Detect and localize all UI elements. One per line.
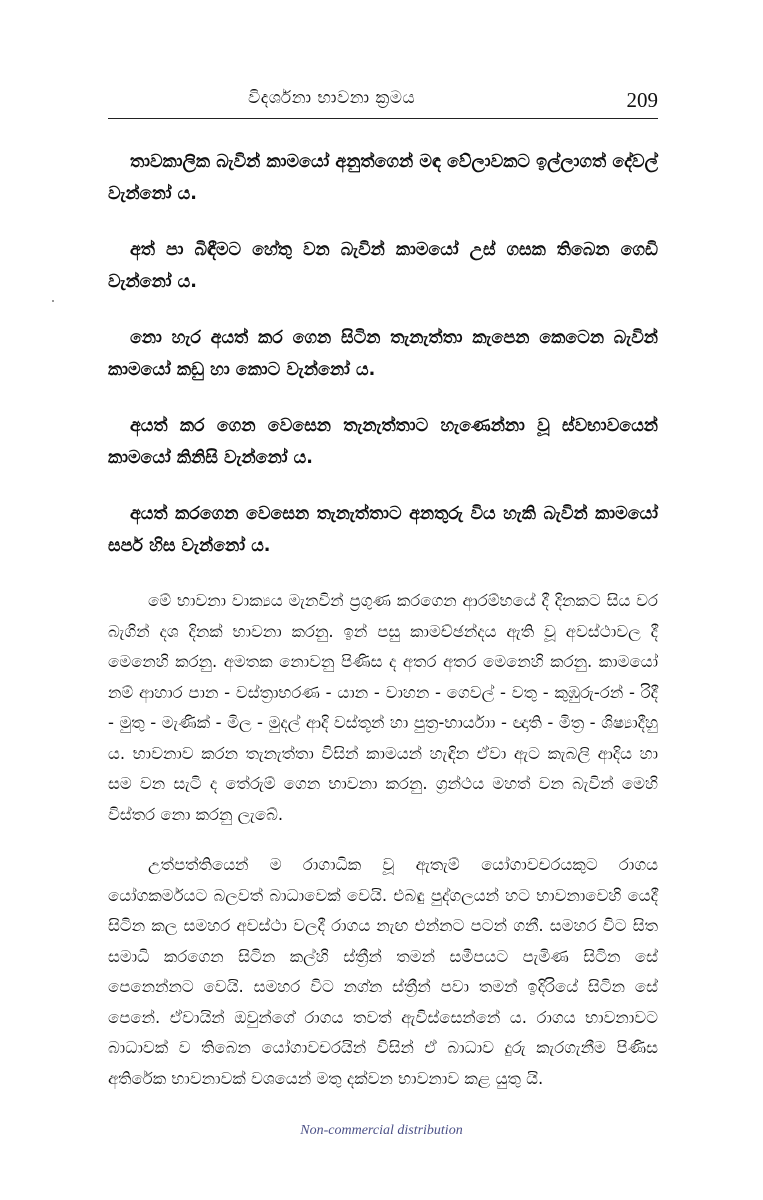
body-paragraph: උත්පත්තියෙන් ම රාගාධික වූ ඇතැම් යෝගාවචරයකුට රාගය යෝගකර්මයට බලවත් බාධාවෙක් වෙයි. එබඳු පුද්ගලයන් හට භාවනාවෙහි යෙදී සිටින කල සමහර අවස්ථා වලදී රාගය නැඟ එන්නට පටන් ගනී. සමහර විට සිත සමාධි කරගෙන සිටින කල්හි ස්ත්‍රීන් තමන් සමීපයට පැමිණ සිටින සේ පෙනෙන්නට වෙයි. සමහර විට නග්න ස්ත්‍රීන් පවා තමන් ඉදිරියේ සිටින සේ පෙනේ. ඒවායින් ඔවුන්ගේ රාගය තවත් ඇවිස්සෙන්නේ ය. රාගය භාවනාවට බාධාවක් ව තිබෙන යෝගාවචරයින් විසින් ඒ බාධාව දුරු කැරගැනීම පිණිස අතිරේක භාවනාවක් වශයෙන් මතු දක්වන භාවනාව කළ යුතු යි. — [108, 855, 658, 1088]
page-body — [108, 146, 658, 1114]
bold-paragraph: අත් පා බිඳීමට හේතු වන බැවින් කාමයෝ උස් ගසක තිබෙන ගෙඩි වැන්නෝ ය. — [108, 240, 658, 292]
page-number: 209 — [626, 88, 658, 112]
page-header — [248, 88, 658, 116]
bold-paragraph: නො හැර අයත් කර ගෙන සිටින තැනැත්තා කැපෙන කෙටෙන බැවින් කාමයෝ කඩු හා කොට වැන්නෝ ය. — [108, 328, 658, 380]
footer-note: Non-commercial distribution — [300, 1123, 463, 1138]
bold-paragraph: තාවකාලික බැවින් කාමයෝ අනුත්ගෙන් මඳ වේලාවකට ඉල්ලාගත් දේවල් වැන්නෝ ය. — [108, 152, 658, 204]
header-rule — [108, 118, 658, 119]
running-head: විදර්ශනා භාවනා ක්‍රමය — [248, 88, 416, 108]
body-paragraph: මේ භාවනා වාක්‍යය මැනවින් ප්‍රගුණ කරගෙන ආරම්භයේ දී දිනකට සිය වර බැගින් දශ දිනක් භාවනා කරනු. ඉන් පසු කාමච්ඡන්දය ඇති වූ අවස්ථාවල දී මෙනෙහි කරනු. අමතක නොවනු පිණිස ද අතර අතර මෙනෙහි කරනු. කාමයෝ නම් ආහාර පාන - වස්ත්‍රාභරණ - යාන - වාහන - ගෙවල් - වතු - කුඹුරු-රන් - රිදී - මුතු - මැණික් - මිල - මුදල් ආදි වස්තූන් හා පුත්‍ර-භාර්යාා - ඥාති - මිත්‍ර - ශිෂ්‍යාදීහු ය. භාවනාව කරන තැනැත්තා විසින් කාමයන් හැඳින ඒවා ඇට කැබලි ආදිය හා සම වන සැටි ද තේරුම් ගෙන භාවනා කරනු. ග්‍රන්ථය මහත් වන බැවින් මෙහි විස්තර නො කරනු ලැබේ. — [108, 591, 658, 824]
bold-paragraph: අයත් කර ගෙන වෙසෙන තැනැත්තාට හැණෙන්නා වූ ස්වභාවයෙන් කාමයෝ කිනිසි වැන්නෝ ය. — [108, 416, 658, 468]
margin-speck — [52, 300, 54, 302]
bold-paragraph: අයත් කරගෙන වෙසෙන තැනැත්තාට අනතුරු විය හැකි බැවින් කාමයෝ සර්ප හිස වැන්නෝ ය. — [108, 504, 658, 556]
